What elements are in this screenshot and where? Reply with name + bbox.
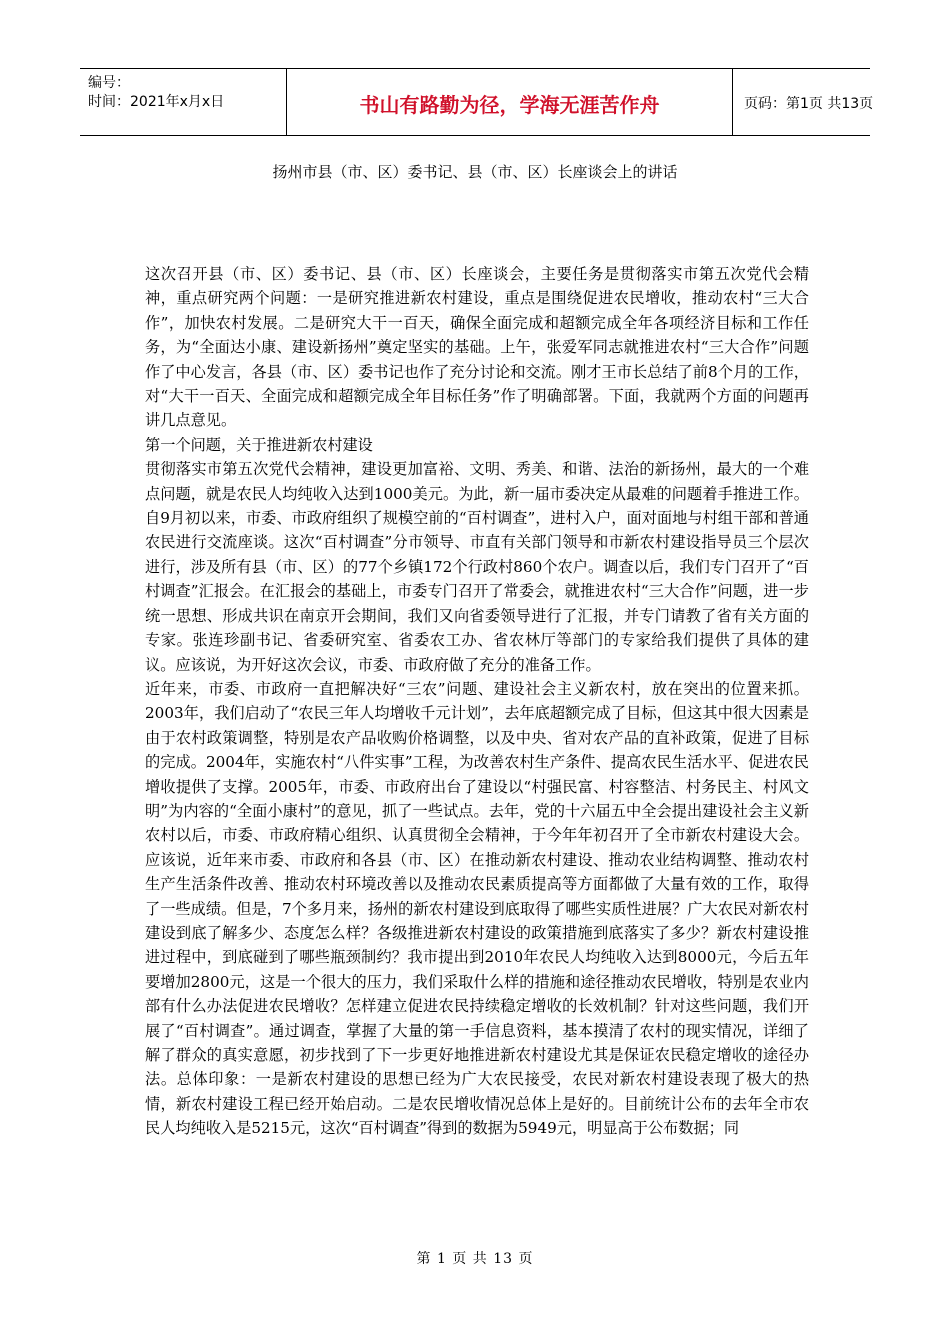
paragraph: 近年来，市委、市政府一直把解决好“三农”问题、建设社会主义新农村，放在突出的位置来抓。2003年，我们启动了“农民三年人均增收千元计划”，去年底超额完成了目标，但这其中很大因素是由于农村政策调整，特别是农产品收购价格调整，以及中央、省对农产品的直补政策，促进了目标的完成。2004年，实施农村“八件实事”工程，为改善农村生产条件、提高农民生活水平、促进农民增收提供了支撑。2005年，市委、市政府出台了建设以“村强民富、村容整洁、村务民主、村风文明”为内容的“全面小康村”的意见，抓了一些试点。去年，党的十六届五中全会提出建设社会主义新农村以后，市委、市政府精心组织、认真贯彻全会精神，于今年年初召开了全市新农村建设大会。应该说，近年来市委、市政府和各县（市、区）在推动新农村建设、推动农业结构调整、推动农村生产生活条件改善、推动农村环境改善以及推动农民素质提高等方面都做了大量有效的工作，取得了一些成绩。但是，7个多月来，扬州的新农村建设到底取得了哪些实质性进展？广大农民对新农村建设到底了解多少、态度怎么样？各级推进新农村建设的政策措施到底落实了多少？新农村建设推进过程中，到底碰到了哪些瓶颈制约？我市提出到2010年农民人均纯收入达到8000元，今后五年要增加2800元，这是一个很大的压力，我们采取什么样的措施和途径推动农民增收，特别是农业内部有什么办法促进农民增收？怎样建立促进农民持续稳定增收的长效机制？针对这些问题，我们开展了“百村调查”。通过调查，掌握了大量的第一手信息资料，基本摸清了农村的现实情况，详细了解了群众的真实意愿，初步找到了下一步更好地推进新农村建设尤其是保证农民稳定增收的途径办法。总体印象：一是新农村建设的思想已经为广大农民接受，农民对新农村建设表现了极大的热情，新农村建设工程已经开始启动。二是农民增收情况总体上是好的。目前统计公布的去年全市农民人均纯收入是5215元，这次“百村调查”得到的数据为5949元，明显高于公布数据；同 [145,679,809,1138]
header-meta-cell [80,69,286,135]
header-motto: 书山有路勤为径，学海无涯苦作舟 [359,93,660,117]
document-body [145,262,809,1141]
header-motto-cell [286,69,733,135]
paragraph: 贯彻落实市第五次党代会精神，建设更加富裕、文明、秀美、和谐、法治的新扬州，最大的一个难点问题，就是农民人均纯收入达到1000美元。为此，新一届市委决定从最难的问题着手推进工作。自9月初以来，市委、市政府组织了规模空前的“百村调查”，进村入户，面对面地与村组干部和普通农民进行交流座谈。这次“百村调查”分市领导、市直有关部门领导和市新农村建设指导员三个层次进行，涉及所有县（市、区）的77个乡镇172个行政村860个农户。调查以后，我们专门召开了“百村调查”汇报会。在汇报会的基础上，市委专门召开了常委会，就推进农村“三大合作”问题，进一步统一思想、形成共识在南京开会期间，我们又向省委领导进行了汇报，并专门请教了省有关方面的专家。张连珍副书记、省委研究室、省委农工办、省农林厅等部门的专家给我们提供了具体的建议。应该说，为开好这次会议，市委、市政府做了充分的准备工作。 [145,460,809,674]
page-footer: 第 1 页 共 13 页 [416,1251,534,1267]
header-page-info: 页码：第1页 共13页 [744,96,874,112]
document-number-label: 编号： [88,75,130,91]
document-time-label: 时间：2021年x月x日 [88,94,225,110]
paragraph: 这次召开县（市、区）委书记、县（市、区）长座谈会，主要任务是贯彻落实市第五次党代会精神，重点研究两个问题：一是研究推进新农村建设，重点是围绕促进农民增收，推动农村“三大合作”，加快农村发展。二是研究大干一百天，确保全面完成和超额完成全年各项经济目标和工作任务，为“全面达小康、建设新扬州”奠定坚实的基础。上午，张爱军同志就推进农村“三大合作”问题作了中心发言，各县（市、区）委书记也作了充分讨论和交流。刚才王市长总结了前8个月的工作，对“大干一百天、全面完成和超额完成全年目标任务”作了明确部署。下面，我就两个方面的问题再讲几点意见。 [145,265,809,430]
document-header [80,68,874,136]
document-title: 扬州市县（市、区）委书记、县（市、区）长座谈会上的讲话 [272,163,678,181]
section-heading: 第一个问题，关于推进新农村建设 [145,435,373,454]
header-page-cell [732,69,874,135]
